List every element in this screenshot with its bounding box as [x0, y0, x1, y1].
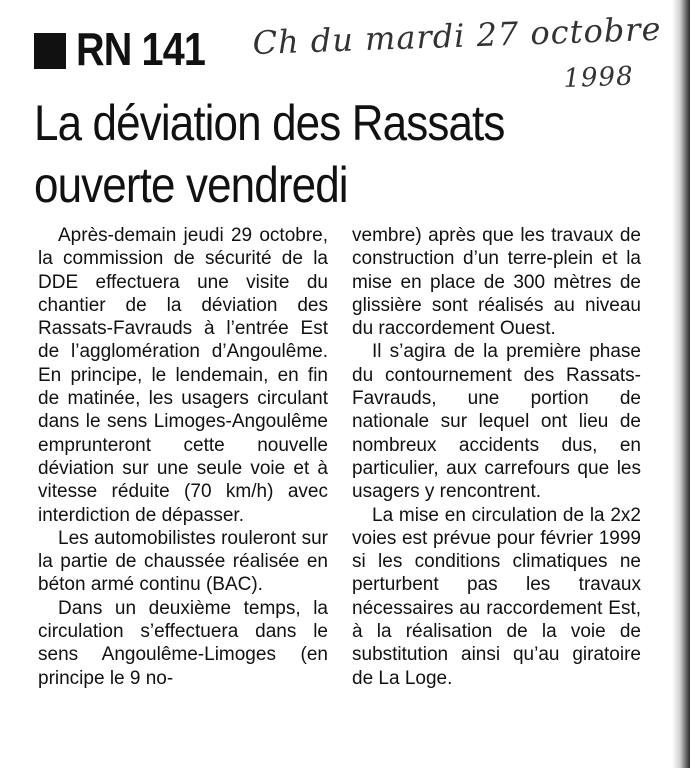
headline-line-2: ouverte vendredi — [34, 157, 348, 213]
headline — [34, 92, 505, 216]
handwritten-note-year: 1998 — [562, 61, 635, 94]
paragraph: vembre) après que les travaux de construction d’un terre-plein et la mise en place de 300 mètres de glissière sont réalisés au niveau du raccordement Ouest. — [352, 225, 641, 340]
page-edge-shadow — [672, 0, 690, 768]
right-column — [352, 224, 641, 690]
paragraph: Les automobilistes rouleront sur la partie de chaussée réalisée en béton armé continu (BAC). — [38, 527, 328, 596]
paragraph: La mise en circulation de la 2x2 voies est prévue pour février 1999 si les conditions climatiques ne perturbent pas les travaux nécessaires au raccordement Est, à la réalisation de la voie de substitution ainsi qu’au giratoire de La Loge. — [352, 504, 641, 689]
headline-line-1: La déviation des Rassats — [34, 95, 505, 151]
paragraph: Il s’agira de la première phase du contournement des Rassats-Favrauds, une portion de nationale sur lequel ont lieu de nombreux accidents dus, en particulier, aux carrefours que les usagers y rencontrent. — [352, 341, 641, 503]
paragraph: Dans un deuxième temps, la circulation s’effectuera dans le sens Angoulême-Limoges (en principe le 9 no- — [38, 597, 328, 689]
kicker — [34, 22, 226, 76]
paragraph: Après-demain jeudi 29 octobre, la commission de sécurité de la DDE effectuera une visite du chantier de la déviation des Rassats-Favrauds à l’entrée Est de l’agglomération d’Angoulême. En principe, le lendemain, en fin de matinée, les usagers circulant dans le sens Limoges-Angoulême emprunteront cette nouvelle déviation sur une seule voie et à vitesse réduite (70 km/h) avec interdiction de dépasser. — [38, 225, 328, 526]
left-column — [38, 224, 328, 690]
handwritten-note-date: Ch du mardi 27 octobre — [251, 9, 663, 62]
kicker-square-bullet — [34, 33, 66, 69]
kicker-label: RN 141 — [76, 23, 205, 75]
